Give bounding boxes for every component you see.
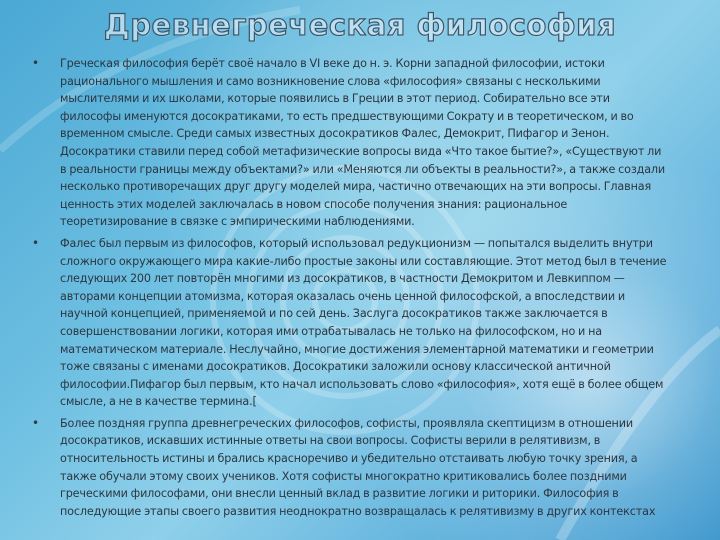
list-item — [28, 235, 668, 411]
paragraph-presocratics: Греческая философия берёт своё начало в VI веке до н. э. Корни западной философии, истоки рационального мышления и само возникновение слова «философия» связаны с несколькими мыслителями и их школами, которые появились в Греции в этот период. Собирательно все эти философы именуются досократиками, то есть предшествующими Сократу и в теоретическом, и во временном смысле. Среди самых известных досократиков Фалес, Демокрит, Пифагор и Зенон. Досократики ставили перед собой метафизические вопросы вида «Что такое бытие?», «Существуют ли в реальности границы между объектами?» или «Меняются ли объекты в реальности?», а также создали несколько противоречащих друг другу моделей мира, частично отвечающих на эти вопросы. Главная ценность этих моделей заключалась в новом способе получения знания: рациональное теоретизирование в связке с эмпирическими наблюдениями. — [60, 57, 666, 229]
paragraph-thales-reductionism: Фалес был первым из философов, который использовал редукционизм — попытался выделить внутри сложного окружающего мира какие-либо простые законы или составляющие. Этот метод был в течение следующих 200 лет повторён многими из досократиков, в частности Демокритом и Левкиппом — авторами концепции атомизма, которая оказалась очень ценной философской, а впоследствии и научной концепцией, применяемой и по сей день. Заслуга досократиков также заключается в совершенствовании логики, которая ими отрабатывалась не только на философском, но и на математическом материале. Неслучайно, многие достижения элементарной математики и геометрии тоже связаны с именами досократиков. Досократики заложили основу классической античной философии.Пифагор был первым, кто начал использовать слово «философия», хотя ещё в более общем смысле, а не в качестве термина.[ — [60, 236, 667, 409]
bullet-list — [28, 55, 668, 520]
list-item — [28, 55, 668, 231]
bullet-icon: • — [32, 56, 40, 70]
list-item — [28, 415, 668, 521]
paragraph-sophists: Более поздняя группа древнегреческих философов, софисты, проявляла скептицизм в отношении досократиков, искавших истинные ответы на свои вопросы. Софисты верили в релятивизм, в относительность истины и брались красноречиво и убедительно отстаивать любую точку зрения, а также обучали этому своих учеников. Хотя софисты многократно критиковались более поздними греческими философами, они внесли ценный вклад в развитие логики и риторики. Философия в последующие этапы своего развития неоднократно возвращалась к релятивизму в других контекстах — [60, 416, 656, 518]
bullet-icon: • — [32, 415, 40, 430]
slide-title: Древнегреческая философия — [103, 8, 617, 42]
bullet-icon: • — [32, 235, 40, 250]
